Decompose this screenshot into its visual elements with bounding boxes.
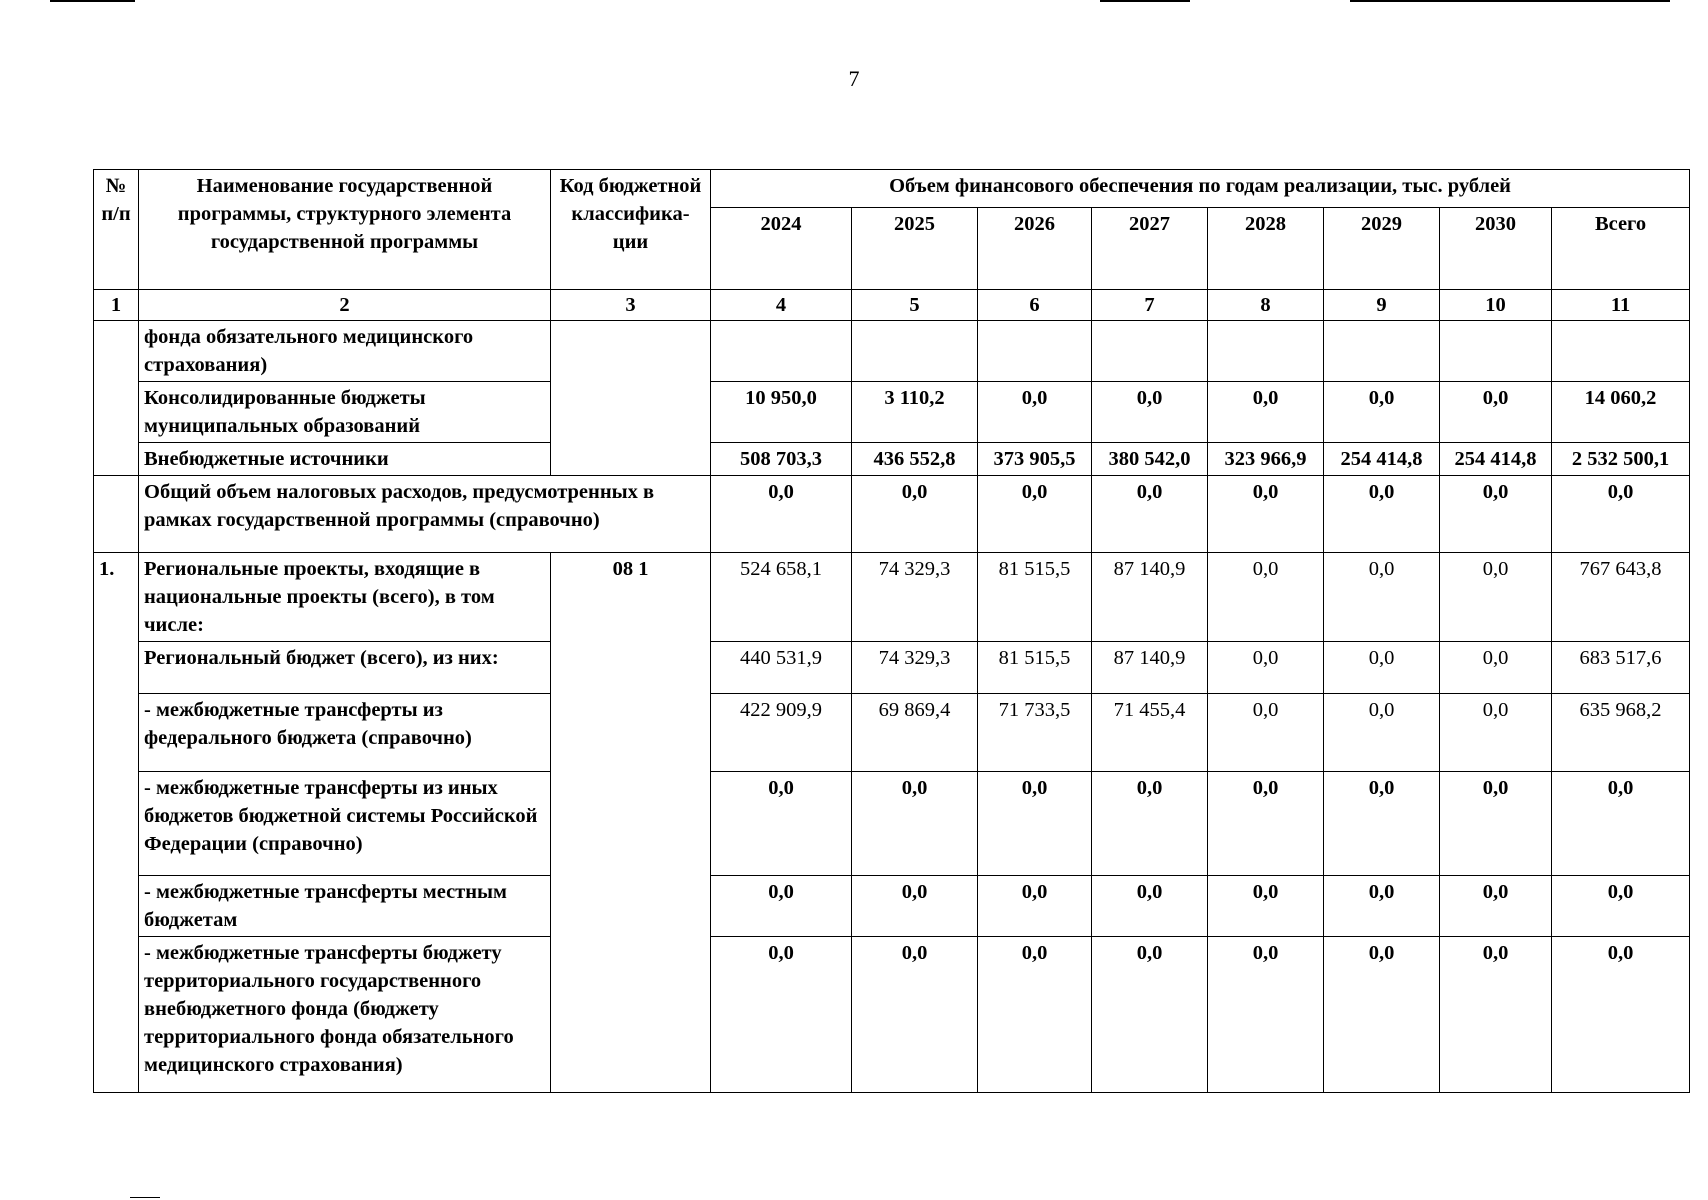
value-cell: 0,0 — [1440, 937, 1552, 1093]
value-cell: 0,0 — [1208, 382, 1324, 443]
row-name: - межбюджетные трансферты из федерального бюджета (справочно) — [139, 694, 551, 772]
table-row — [94, 553, 1690, 642]
table-row — [94, 772, 1690, 876]
value-cell: 254 414,8 — [1324, 443, 1440, 476]
index-cell: 9 — [1324, 290, 1440, 321]
value-cell: 0,0 — [852, 937, 978, 1093]
value-cell: 14 060,2 — [1552, 382, 1690, 443]
value-cell: 81 515,5 — [978, 553, 1092, 642]
value-cell — [1324, 321, 1440, 382]
value-cell: 0,0 — [1324, 876, 1440, 937]
value-cell: 0,0 — [1440, 642, 1552, 694]
value-cell: 0,0 — [1324, 382, 1440, 443]
index-cell: 4 — [711, 290, 852, 321]
header-year: 2027 — [1092, 208, 1208, 290]
value-cell: 0,0 — [1092, 772, 1208, 876]
value-cell — [1552, 321, 1690, 382]
value-cell — [1208, 321, 1324, 382]
value-cell: 0,0 — [1324, 772, 1440, 876]
value-cell: 0,0 — [1208, 553, 1324, 642]
value-cell: 0,0 — [1552, 876, 1690, 937]
header-num: № п/п — [94, 170, 139, 290]
index-cell: 6 — [978, 290, 1092, 321]
value-cell: 0,0 — [852, 876, 978, 937]
value-cell: 373 905,5 — [978, 443, 1092, 476]
header-year: 2030 — [1440, 208, 1552, 290]
table-row — [94, 694, 1690, 772]
value-cell: 0,0 — [1092, 937, 1208, 1093]
value-cell: 87 140,9 — [1092, 553, 1208, 642]
header-volume: Объем финансового обеспечения по годам реализации, тыс. рублей — [711, 170, 1690, 208]
row-name: Общий объем налоговых расходов, предусмотренных в рамках государственной программы (справочно) — [139, 476, 711, 553]
financing-table — [93, 169, 1690, 1093]
scan-artifact-line — [1100, 0, 1190, 2]
header-name: Наименование государственной программы, структурного элемента государственной программы — [139, 170, 551, 290]
value-cell: 0,0 — [978, 937, 1092, 1093]
header-code: Код бюджетной классифика-ции — [551, 170, 711, 290]
table-row — [94, 642, 1690, 694]
value-cell: 683 517,6 — [1552, 642, 1690, 694]
row-name: - межбюджетные трансферты местным бюджетам — [139, 876, 551, 937]
value-cell: 0,0 — [1208, 694, 1324, 772]
value-cell: 635 968,2 — [1552, 694, 1690, 772]
value-cell: 0,0 — [978, 876, 1092, 937]
header-year: 2025 — [852, 208, 978, 290]
value-cell — [1440, 321, 1552, 382]
value-cell: 0,0 — [852, 772, 978, 876]
index-cell: 7 — [1092, 290, 1208, 321]
value-cell: 0,0 — [1440, 553, 1552, 642]
value-cell: 0,0 — [1208, 876, 1324, 937]
value-cell: 254 414,8 — [1440, 443, 1552, 476]
row-name: фонда обязательного медицинского страхования) — [139, 321, 551, 382]
value-cell: 436 552,8 — [852, 443, 978, 476]
index-cell: 5 — [852, 290, 978, 321]
table-row — [94, 443, 1690, 476]
value-cell: 0,0 — [1208, 937, 1324, 1093]
scan-artifact-line — [130, 1197, 160, 1198]
value-cell: 71 455,4 — [1092, 694, 1208, 772]
value-cell: 74 329,3 — [852, 553, 978, 642]
value-cell: 0,0 — [1092, 876, 1208, 937]
table-row — [94, 321, 1690, 382]
value-cell: 0,0 — [1208, 772, 1324, 876]
table-row — [94, 876, 1690, 937]
scan-artifact-line — [1350, 0, 1670, 2]
scan-artifact-line — [50, 0, 135, 2]
table-body — [94, 290, 1690, 1093]
value-cell: 767 643,8 — [1552, 553, 1690, 642]
value-cell: 0,0 — [1440, 772, 1552, 876]
value-cell: 0,0 — [1324, 476, 1440, 553]
header-year: Всего — [1552, 208, 1690, 290]
index-row — [94, 290, 1690, 321]
value-cell: 422 909,9 — [711, 694, 852, 772]
row-name: - межбюджетные трансферты бюджету территориального государственного внебюджетного фонда (бюджету территориального фонда обязательного медицинского страхования) — [139, 937, 551, 1093]
value-cell — [1092, 321, 1208, 382]
row-num: 1. — [94, 553, 139, 1093]
value-cell: 0,0 — [1552, 476, 1690, 553]
value-cell: 0,0 — [1324, 553, 1440, 642]
page-number: 7 — [848, 66, 860, 91]
value-cell: 0,0 — [711, 876, 852, 937]
header-year: 2026 — [978, 208, 1092, 290]
header-year: 2029 — [1324, 208, 1440, 290]
value-cell: 69 869,4 — [852, 694, 978, 772]
index-cell: 10 — [1440, 290, 1552, 321]
value-cell: 74 329,3 — [852, 642, 978, 694]
value-cell: 0,0 — [1092, 382, 1208, 443]
value-cell: 323 966,9 — [1208, 443, 1324, 476]
value-cell: 0,0 — [711, 772, 852, 876]
value-cell: 0,0 — [1324, 937, 1440, 1093]
value-cell: 2 532 500,1 — [1552, 443, 1690, 476]
value-cell: 0,0 — [1208, 642, 1324, 694]
row-num — [94, 321, 139, 476]
index-cell: 1 — [94, 290, 139, 321]
index-cell: 11 — [1552, 290, 1690, 321]
value-cell: 71 733,5 — [978, 694, 1092, 772]
value-cell: 0,0 — [1324, 694, 1440, 772]
value-cell: 0,0 — [711, 476, 852, 553]
row-name: Региональные проекты, входящие в национальные проекты (всего), в том числе: — [139, 553, 551, 642]
value-cell: 0,0 — [1092, 476, 1208, 553]
value-cell: 10 950,0 — [711, 382, 852, 443]
value-cell: 0,0 — [1440, 694, 1552, 772]
value-cell: 440 531,9 — [711, 642, 852, 694]
row-code — [551, 321, 711, 476]
value-cell: 3 110,2 — [852, 382, 978, 443]
value-cell: 508 703,3 — [711, 443, 852, 476]
value-cell: 0,0 — [852, 476, 978, 553]
row-code: 08 1 — [551, 553, 711, 1093]
table-row — [94, 476, 1690, 553]
value-cell — [711, 321, 852, 382]
value-cell: 87 140,9 — [1092, 642, 1208, 694]
row-name: - межбюджетные трансферты из иных бюджетов бюджетной системы Российской Федерации (справочно) — [139, 772, 551, 876]
value-cell: 0,0 — [978, 772, 1092, 876]
row-num — [94, 476, 139, 553]
index-cell: 8 — [1208, 290, 1324, 321]
index-cell: 3 — [551, 290, 711, 321]
table-row — [94, 382, 1690, 443]
table-header — [94, 170, 1690, 290]
value-cell: 81 515,5 — [978, 642, 1092, 694]
row-name: Региональный бюджет (всего), из них: — [139, 642, 551, 694]
value-cell: 0,0 — [1552, 772, 1690, 876]
value-cell — [978, 321, 1092, 382]
value-cell: 0,0 — [1440, 382, 1552, 443]
value-cell: 0,0 — [978, 476, 1092, 553]
value-cell — [852, 321, 978, 382]
row-name: Внебюджетные источники — [139, 443, 551, 476]
header-year: 2024 — [711, 208, 852, 290]
value-cell: 0,0 — [1208, 476, 1324, 553]
value-cell: 0,0 — [1324, 642, 1440, 694]
value-cell: 0,0 — [1440, 876, 1552, 937]
value-cell: 0,0 — [1552, 937, 1690, 1093]
value-cell: 0,0 — [978, 382, 1092, 443]
value-cell: 0,0 — [711, 937, 852, 1093]
table-row — [94, 937, 1690, 1093]
value-cell: 524 658,1 — [711, 553, 852, 642]
index-cell: 2 — [139, 290, 551, 321]
value-cell: 0,0 — [1440, 476, 1552, 553]
header-year: 2028 — [1208, 208, 1324, 290]
row-name: Консолидированные бюджеты муниципальных образований — [139, 382, 551, 443]
value-cell: 380 542,0 — [1092, 443, 1208, 476]
